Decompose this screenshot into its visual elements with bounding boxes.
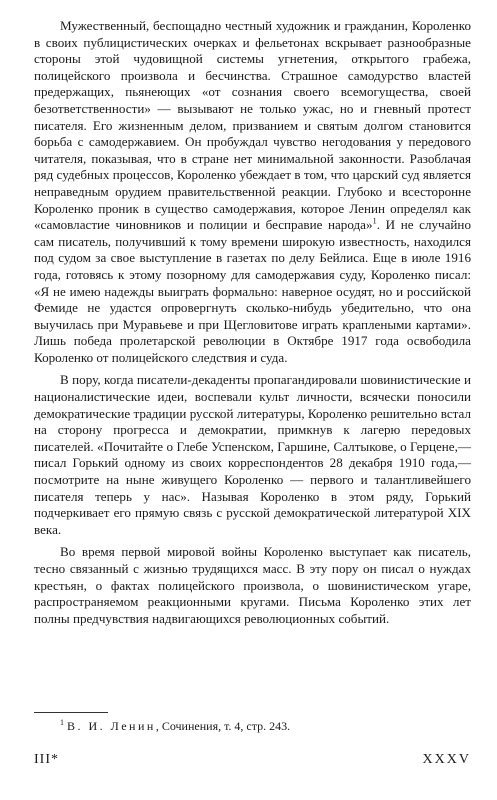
footnote-source: , Сочинения, т. 4, стр. 243.: [155, 719, 291, 733]
footnote-author: В. И. Ленин: [67, 719, 156, 733]
paragraph-2: В пору, когда писатели-декаденты пропагандировали шовинистические и националистические идеи, воспевали культ личности, всячески поносили демократические традиции русской литературы, Короленко решительно встал на сторону прогресса и демократии, примкнув к лагерю передовых писателей. «Почитайте о Глебе Успенском, Гаршине, Салтыкове, о Герцене,— писал Горький одному из своих корреспондентов 28 декабря 1910 года,— посмотрите на ныне живущего Короленко — первого и талантливейшего писателя теперь у нас». Называя Короленко в этом ряду, Горький подчеркивает его прямую связь с русской демократической литературой XIX века.: [34, 372, 471, 537]
paragraph-1: [34, 18, 471, 366]
footnote-reference[interactable]: 1: [372, 215, 377, 226]
signature-mark: III*: [34, 752, 59, 767]
body-text: [34, 18, 471, 627]
footnote: [34, 719, 471, 734]
footnote-rule: [34, 712, 108, 713]
paragraph-1-part-2: . И не случайно сам писатель, получивший к тому времени широкую известность, находился под судом за свое выступление в газетах по делу Бейлиса. Еще в июле 1916 года, готовясь к этому позорному для самодержавия суду, Короленко писал: «Я не имею надежды выиграть формально: наверное осудят, но и российской Фемиде не удастся опровергнуть сколько-нибудь убедительно, что она выучилась при Муравьеве и при Щегловитове играть краплеными картами». Лишь победа пролетарской революции в Октябре 1917 года освободила Короленко от полицейского следствия и суда.: [34, 217, 471, 365]
page-number: XXXV: [422, 752, 471, 767]
footnote-mark: 1: [60, 718, 64, 727]
paragraph-3: Во время первой мировой войны Короленко выступает как писатель, тесно связанный с жизнью трудящихся масс. В эту пору он писал о нуждах крестьян, о фактах полицейского произвола, о шовинистическом угаре, распространяемом реакционными кругами. Письма Короленко этих лет полны предчувствия надвигающихся революционных событий.: [34, 544, 471, 626]
paragraph-1-part-1: Мужественный, беспощадно честный художник и гражданин, Короленко в своих публицистических очерках и фельетонах вскрывает разнообразные стороны этой чудовищной системы угнетения, открытого грабежа, полицейского произвола и бесчинства. Страшное самодурство властей предержащих, пьянеющих «от сознания своего всемогущества, своей безответственности» — вызывают не только ужас, но и гневный протест писателя. Его жизненным делом, призванием и святым долгом становится борьба с самодержавием. Он пробуждал чувство негодования у передового читателя, показывая, что в стране нет минимальной законности. Разоблачая ряд судебных процессов, Короленко убеждает в том, что царский суд является неправедным орудием правительственной реакции. Глубоко и всесторонне Короленко проник в существо самодержавия, которое Ленин определял как «самовластие чиновников и полиции и бесправие народа»: [34, 18, 471, 233]
